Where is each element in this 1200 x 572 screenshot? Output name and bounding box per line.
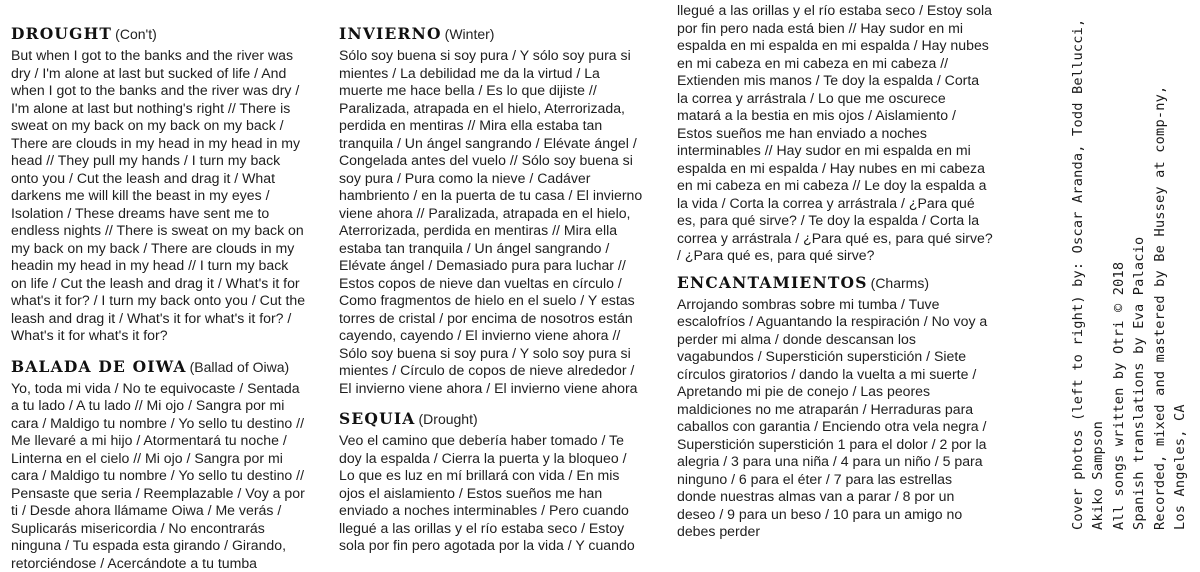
lyrics-column-right <box>677 2 993 541</box>
song-lyrics: But when I got to the banks and the river was dry / I'm alone at last but sucked of life / And when I got to the banks and the river was dry / I'm alone at last but nothing's right // There is sweat on my back on my back on my back / There are clouds in my head in my head in my head // They pull my hands / I turn my back onto you / Cut the leash and drag it / What darkens me will kill the beast in my eyes / Isolation / These dreams have sent me to endless nights // There is sweat on my back on my back on my back / There are clouds in my headin my head in my head // I turn my back on life / Cut the leash and drag it / What's it for what's it for? / I turn my back onto you / Cut the leash and drag it / What's it for what's it for? / What's it for what's it for? <box>11 47 307 345</box>
song-title: BALADA DE OIWA <box>11 357 187 376</box>
credit-line: All songs written by Otri © 2018 <box>1109 10 1129 530</box>
credit-line: Cover photos (left to right) by: Oscar Aranda, Todd Bellucci, <box>1068 10 1088 530</box>
credit-line: Recorded, mixed and mastered by Be Hussey at comp-ny, <box>1150 10 1170 530</box>
song-subtitle: (Winter) <box>445 26 495 42</box>
lyrics-column-middle <box>339 24 645 555</box>
credit-line: Akiko Sampson <box>1088 10 1108 530</box>
song-lyrics: Arrojando sombras sobre mi tumba / Tuve escalofríos / Aguantando la respiración / No voy a perder mi alma / donde descansan los vagabundos / Superstición superstición / Siete círculos giratorios / dando la vuelta a mi suerte / Apretando mi pie de conejo / Las peores maldiciones no me atraparán / Herraduras para caballos con garantia / Enciendo otra vela negra / Superstición superstición 1 para el dolor / 2 por la alegria / 3 para una niña / 4 para un niño / 5 para ninguno / 6 para el éter / 7 para las estrellas donde nuestras almas van a parar / 8 por un deseo / 9 para un beso / 10 para un amigo no debes perder <box>677 296 993 541</box>
sequia-lyrics-continued: llegué a las orillas y el río estaba seco / Estoy sola por fin pero nada está bien // Hay sudor en mi espalda en mi espalda en mi espalda / Hay nubes en mi cabeza en mi cabeza en mi cabeza // Extienden mis manos / Te doy la espalda / Corta la correa y arrástrala / Lo que me oscurece matará a la bestia en mis ojos / Aislamiento / Estos sueños me han enviado a noches interminables // Hay sudor en mi espalda en mi espalda en mi espalda / Hay nubes en mi cabeza en mi cabeza en mi cabeza // Le doy la espalda a la vida / Corta la correa y arrástrala / ¿Para qué es, para qué sirve? / Te doy la espalda / Corta la correa y arrástrala / ¿Para qué es, para qué sirve? / ¿Para qué es, para qué sirve? <box>677 2 993 265</box>
song-heading <box>339 409 645 430</box>
song-title: SEQUIA <box>339 409 416 428</box>
song-title: ENCANTAMIENTOS <box>677 273 868 292</box>
song-balada-de-oiwa <box>11 357 307 572</box>
song-lyrics: Sólo soy buena si soy pura / Y sólo soy pura si mientes / La debilidad me da la virtud / La muerte me hace bella / Es lo que dijiste // Paralizada, atrapada en el hielo, Aterrorizada, perdida en mentiras // Mira ella estaba tan tranquila / Un ángel sangrando / Elévate ángel / Congelada antes del vuelo // Sólo soy buena si soy pura / Pura como la nieve / Cadáver hambriento / en la puerta de tu casa / El invierno viene ahora // Paralizada, atrapada en el hielo, Aterrorizada, perdida en mentiras // Mira ella estaba tan tranquila / Un ángel sangrando / Elévate ángel / Demasiado pura para luchar // Estos copos de nieve dan vueltas en círculo / Como fragmentos de hielo en el suelo / Y estas torres de cristal / por encima de nosotros están cayendo, cayendo / El invierno viene ahora // Sólo soy buena si soy pura / Y solo soy pura si mientes / Círculo de copos de nieve alrededor / El invierno viene ahora / El invierno viene ahora <box>339 47 645 397</box>
song-subtitle: (Ballad of Oiwa) <box>190 359 290 375</box>
album-credits <box>1068 10 1190 530</box>
song-title: INVIERNO <box>339 24 442 43</box>
song-lyrics: Veo el camino que debería haber tomado / Te doy la espalda / Cierra la puerta y la bloqueo / Lo que es luz en mí brillará con vida / En mis ojos el aislamiento / Estos sueños me han enviado a noches interminables / Pero cuando llegué a las orillas y el río estaba seco / Estoy sola por fin pero agotada por la vida / Y cuando <box>339 432 645 555</box>
song-sequia <box>339 409 645 555</box>
song-subtitle: (Charms) <box>871 275 929 291</box>
song-encantamientos <box>677 273 993 541</box>
song-lyrics: Yo, toda mi vida / No te equivocaste / Sentada a tu lado / A tu lado // Mi ojo / Sangra por mi cara / Maldigo tu nombre / Yo sello tu destino // Me llevaré a mi hijo / Atormentará tu noche / Linterna en el cielo // Mi ojo / Sangra por mi cara / Maldigo tu nombre / Yo sello tu destino // Pensaste que seria / Reemplazable / Voy a por ti / Desde ahora llámame Oiwa / Me verás / Suplicarás misericordia / No encontrarás ninguna / Tu espada esta girando / Girando, retorciéndose / Acercándote a tu tumba <box>11 380 307 572</box>
song-heading <box>11 24 307 45</box>
song-title: DROUGHT <box>11 24 112 43</box>
song-subtitle: (Con't) <box>115 26 157 42</box>
song-heading <box>339 24 645 45</box>
song-subtitle: (Drought) <box>419 411 478 427</box>
credit-line: Spanish translations by Eva Palacio <box>1129 10 1149 530</box>
credit-line: Los Angeles, CA <box>1170 10 1190 530</box>
lyrics-column-left <box>11 24 307 572</box>
song-heading <box>677 273 993 294</box>
song-drought-continued <box>11 24 307 345</box>
song-invierno <box>339 24 645 397</box>
song-heading <box>11 357 307 378</box>
